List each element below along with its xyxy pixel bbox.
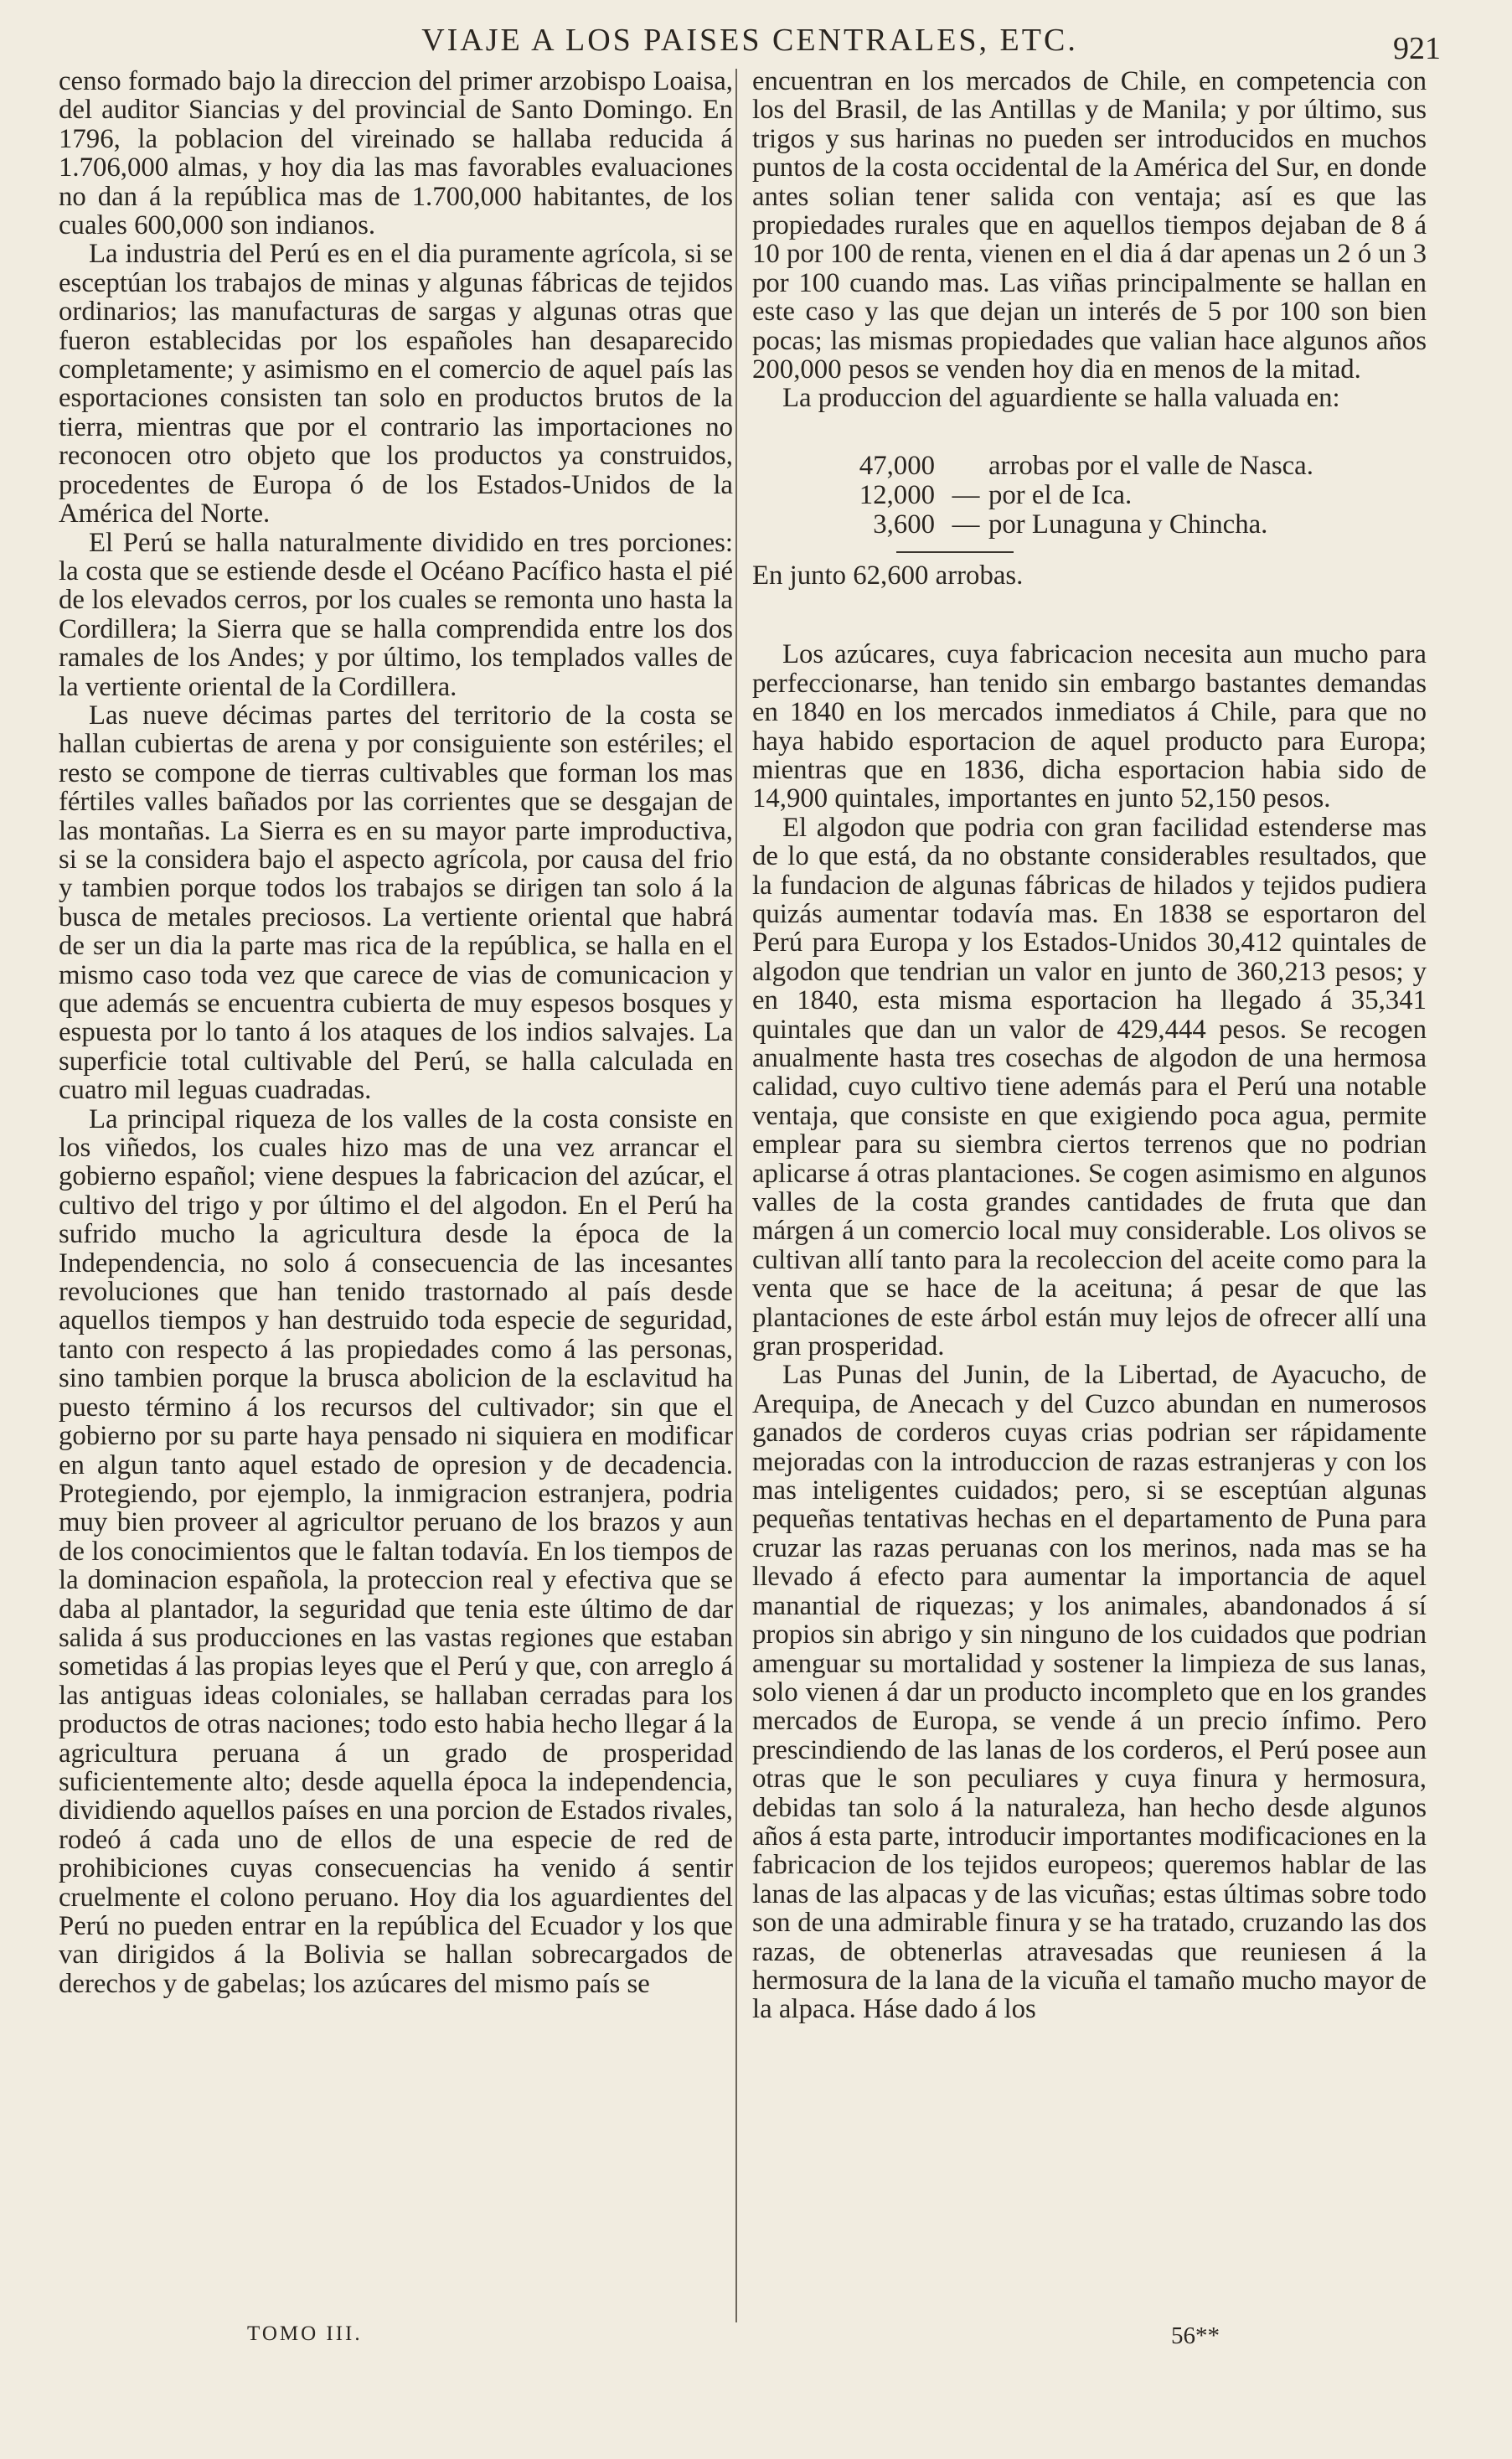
table-quantity: 12,000 bbox=[859, 479, 935, 510]
table-description: por Lunaguna y Chincha. bbox=[988, 509, 1268, 540]
total-rule bbox=[896, 551, 1014, 553]
running-head: VIAJE A LOS PAISES CENTRALES, ETC. bbox=[421, 23, 1078, 58]
paragraph: Las Punas del Junin, de la Libertad, de Ayacucho, de Arequipa, de Anecach y del Cuzco abundan en numerosos ganados de corderos cuyas crias podrian ser rápidamente mejoradas con la introduccion de razas estranjeras y con los mas inteligentes cuidados; pero, si se esceptúan algunas pequeñas tentativas hechas en el departamento de Puna para cruzar las razas peruanas con los merinos, nada mas se ha llevado á efecto para aumentar la importancia de aquel manantial de riquezas; y los animales, abandonados á sí propios sin abrigo y sin ninguno de los cuidados que podrian amenguar su mortalidad y sostener la limpieza de sus lanas, solo vienen á dar un producto incompleto que en los grandes mercados de Europa, se vende á un precio ínfimo. Pero prescindiendo de las lanas de los corderos, el Perú posee aun otras que le son peculiares y cuya finura y hermosura, debidas tan solo á la naturaleza, han hecho desde algunos años á esta parte, introducir importantes modificaciones en la fabricacion de los tejidos europeos; queremos hablar de las lanas de las alpacas y de las vicuñas; estas últimas sobre todo son de una admirable finura y se ha tratado, cruzando las dos razas, de obtenerlas atravesadas que reuniesen á la hermosura de la lana de la vicuña el tamaño mucho mayor de la alpaca. Háse dado á los bbox=[752, 1360, 1427, 2025]
page-footer bbox=[59, 2322, 1441, 2364]
table-dash bbox=[943, 452, 988, 481]
page-number: 921 bbox=[1393, 31, 1441, 66]
table-total: En junto 62,600 arrobas. bbox=[752, 560, 1024, 591]
right-column bbox=[752, 67, 1427, 2024]
paragraph: La produccion del aguardiente se halla valuada en: bbox=[782, 383, 1340, 414]
volume-label: TOMO III. bbox=[247, 2322, 363, 2345]
table-dash: — bbox=[952, 479, 980, 510]
table-quantity: 3,600 bbox=[873, 509, 935, 540]
table-row bbox=[752, 481, 1427, 510]
table-description: arrobas por el valle de Nasca. bbox=[988, 450, 1313, 481]
paragraph: El Perú se halla naturalmente dividido en tres porciones: la costa que se estiende desde el Océano Pacífico hasta el pié de los elevados cerros, por los cuales se remonta uno hasta la Cordillera; la Sierra que se halla comprendida entre los dos ramales de los Andes; y por último, los templados valles de la vertiente oriental de la Cordillera. bbox=[59, 527, 733, 702]
table-row bbox=[752, 452, 1427, 481]
left-column bbox=[59, 67, 733, 1998]
spacer bbox=[752, 590, 1427, 640]
paragraph: El algodon que podria con gran facilidad estenderse mas de lo que está, da no obstante considerables resultados, que la fundacion de algunas fábricas de hilados y tejidos pudiera quizás aumentar todavía mas. En 1838 se esportaron del Perú para Europa y los Estados-Unidos 30,412 quintales de algodon que tendrian un valor en junto de 360,213 pesos; y en 1840, esta misma esportacion ha llegado á 35,341 quintales que dan un valor de 429,444 pesos. Se recogen anualmente hasta tres cosechas de algodon de una hermosa calidad, cuyo cultivo tiene además para el Perú una notable ventaja, que consiste en que exigiendo poca agua, permite emplear para su siembra ciertos terrenos que no podrian aplicarse á otras plantaciones. Se cogen asimismo en algunos valles de la costa grandes cantidades de fruta que dan márgen á un comercio local muy considerable. Los olivos se cultivan allí tanto para la recoleccion del aceite como para la venta que se hace de la aceituna; á pesar de que las plantaciones de este árbol están muy lejos de ofrecer allí una gran prosperidad. bbox=[752, 812, 1427, 1362]
production-table bbox=[752, 452, 1427, 590]
paragraph: censo formado bajo la direccion del primer arzobispo Loaisa, del auditor Siancias y del provincial de Santo Domingo. En 1796, la poblacion del vireinado se hallaba reducida á 1.706,000 almas, y hoy dia las mas favorables evaluaciones no dan á la república mas de 1.700,000 habitantes, de los cuales 600,000 son indianos. bbox=[59, 66, 733, 241]
table-dash: — bbox=[952, 509, 980, 540]
paragraph: Las nueve décimas partes del territorio de la costa se hallan cubiertas de arena y por consiguiente son estériles; el resto se compone de tierras cultivables que forman los mas fértiles valles bañados por las corrientes que se desgajan de las montañas. La Sierra es en su mayor parte improductiva, si se la considera bajo el aspecto agrícola, por causa del frio y tambien porque todos los trabajos se dirigen tan solo á la busca de metales preciosos. La vertiente oriental que habrá de ser un dia la parte mas rica de la república, se halla en el mismo caso toda vez que carece de vias de comunicacion y que además se encuentra cubierta de muy espesos bosques y espuesta por lo tanto á los ataques de los indios salvajes. La superficie total cultivable del Perú, se halla calculada en cuatro mil leguas cuadradas. bbox=[59, 700, 733, 1106]
page-header bbox=[59, 18, 1441, 69]
table-description: por el de Ica. bbox=[988, 479, 1133, 510]
paragraph: Los azúcares, cuya fabricacion necesita aun mucho para perfeccionarse, han tenido sin embargo bastantes demandas en 1840 en los mercados inmediatos á Chile, para que no haya habido esportacion de aquel producto para Europa; mientras que en 1836, dicha esportacion habia sido de 14,900 quintales, importantes en junto 52,150 pesos. bbox=[752, 639, 1427, 814]
column-divider bbox=[735, 69, 737, 2322]
paragraph: La industria del Perú es en el dia puramente agrícola, si se esceptúan los trabajos de minas y algunas fábricas de tejidos ordinarios; las manufacturas de sargas y algunas otras que fueron establecidas por los españoles han desaparecido completamente; y asimismo en el comercio de aquel país las esportaciones consisten tan solo en productos brutos de la tierra, mientras que por el contrario las importaciones no reconocen otro objeto que los productos ya construidos, procedentes de Europa ó de los Estados-Unidos de la América del Norte. bbox=[59, 239, 733, 530]
signature-mark: 56** bbox=[1171, 2322, 1220, 2349]
table-row bbox=[752, 510, 1427, 540]
paragraph: encuentran en los mercados de Chile, en competencia con los del Brasil, de las Antillas y de Manila; y por último, sus trigos y sus harinas no pueden ser introducidos en muchos puntos de la costa occidental de la América del Sur, en donde antes solian tener salida con ventaja; así es que las propiedades rurales que en aquellos tiempos dejaban de 8 á 10 por 100 de renta, vienen en el dia á dar apenas un 2 ó un 3 por 100 cuando mas. Las viñas principalmente se hallan en este caso y las que dejan un interés de 5 por 100 son bien pocas; las mismas propiedades que valian hace algunos años 200,000 pesos se venden hoy dia en menos de la mitad. bbox=[752, 66, 1427, 385]
paragraph: La principal riqueza de los valles de la costa consiste en los viñedos, los cuales hizo mas de una vez arrancar el gobierno español; viene despues la fabricacion del azúcar, el cultivo del trigo y por último el del algodon. En el Perú ha sufrido mucho la agricultura desde la época de la Independencia, no solo á consecuencia de las incesantes revoluciones que han tenido trastornado al país desde aquellos tiempos y han destruido toda especie de seguridad, tanto con respecto á las propiedades como á las personas, sino tambien porque la brusca abolicion de la esclavitud ha puesto término á los recursos del cultivador; sin que el gobierno por su parte haya pensado ni siquiera en modificar en algun tanto aquel estado de opresion y de decadencia. Protegiendo, por ejemplo, la inmigracion estranjera, podria muy bien proveer al agricultor peruano de los brazos y aun de los conocimientos que le faltan todavía. En los tiempos de la dominacion española, la proteccion real y efectiva que se daba al plantador, la seguridad que tenia este último de dar salida á sus producciones en las vastas regiones que estaban sometidas á las propias leyes que el Perú y que, con arreglo á las antiguas ideas coloniales, se hallaban cerradas para los productos de otras naciones; todo esto habia hecho llegar á la agricultura peruana á un grado de prosperidad suficientemente alto; desde aquella época la independencia, dividiendo aquellos países en una porcion de Estados rivales, rodeó á cada uno de ellos de una especie de red de prohibiciones cuyas consecuencias ha venido á sentir cruelmente el colono peruano. Hoy dia los aguardientes del Perú no pueden entrar en la república del Ecuador y los que van dirigidos á la Bolivia se hallan sobrecargados de derechos y de gabelas; los azúcares del mismo país se bbox=[59, 1103, 733, 1999]
table-quantity: 47,000 bbox=[859, 450, 935, 481]
